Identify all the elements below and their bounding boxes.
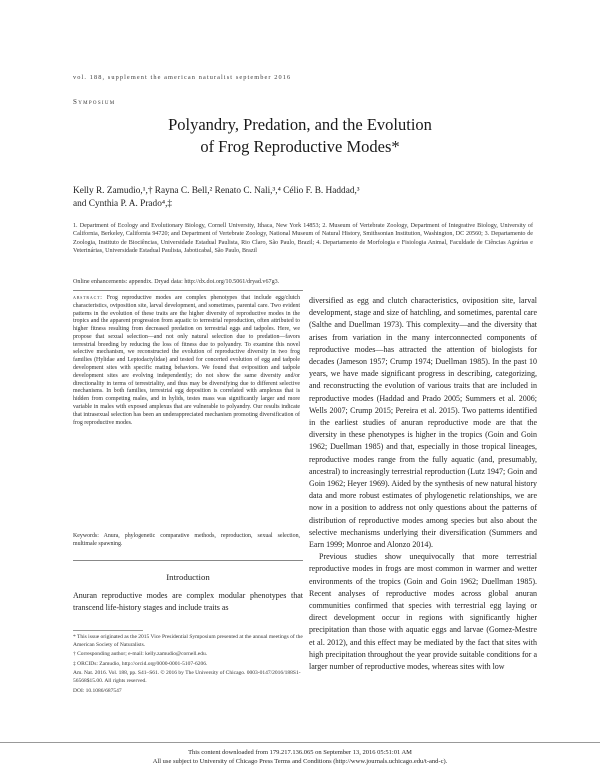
right-column [309, 295, 537, 673]
abstract-top-rule [73, 290, 303, 291]
download-notice [0, 748, 600, 766]
download-line-2: All use subject to University of Chicago Press Terms and Conditions (http://www.journals.uchicago.edu/t-and-c). [152, 758, 448, 765]
footnote-doi: DOI: 10.1086/687547 [73, 687, 122, 694]
author-list [73, 185, 533, 211]
introduction-heading: Introduction [166, 572, 210, 582]
download-rule [0, 742, 600, 743]
abstract [73, 295, 300, 427]
authors-line-1: Kelly R. Zamudio,¹,† Rayna C. Bell,² Renato C. Nali,³,⁴ Célio F. B. Haddad,³ [73, 186, 360, 196]
abstract-text: Frog reproductive modes are complex phenotypes that include egg/clutch characteristics, oviposition site, larval development, and sometimes, parental care. Two evident patterns in the evolution of these traits are the higher diversity of reproductive modes in the tropics and the apparent progression from aquatic to terrestrial reproduction, often attributed to higher fitness resulting from decreased predation on terrestrial eggs and tadpoles. Here, we propose that sexual selection—and not only natural selection due to predation—favors terrestrial breeding by reducing the loss of fitness due to polyandry. To examine this novel selective mechanism, we reconstructed the evolution of reproductive diversity in two frog families (Hylidae and Leptodactylidae) and tested for concerted evolution of egg and tadpole development sites with specific mating behaviors. We found that oviposition and tadpole development sites are evolving independently; do not show the same diversity and/or directionality in terms of terrestriality, and thus may be diversifying due to different selective mechanisms. In both families, terrestrial egg deposition is correlated with amplexus that is hidden from competing males, and in hylids, testes mass was significantly larger and more variable in males with exposed amplexus that are vulnerable to polyandry. Our results indicate that intrasexual selection has been an underappreciated mechanism promoting diversification of frog reproductive modes. [73, 295, 300, 426]
footnote-citation: Am. Nat. 2016. Vol. 188, pp. S41–S61. © 2016 by The University of Chicago. 0003-0147/2016/188S1-56568$15.00. All rights reserved. [73, 670, 301, 684]
introduction-text: Anuran reproductive modes are complex modular phenotypes that transcend life-history stages and include traits as [73, 591, 303, 612]
footnote-dagger: † Corresponding author; e-mail: kelly.zamudio@cornell.edu. [73, 651, 208, 658]
right-paragraph-2: Previous studies show unequivocally that more terrestrial reproductive modes in frogs are most common in warmer and wetter environments of the tropics (Goin and Goin 1962; Duellman 1985). Recent analyses of reproductive modes across global anuran communities confirmed that species with terrestrial egg laying or direct development occur in regions with significantly higher precipitation than those with aquatic eggs and larvae (Gomez-Mestre et al. 2012), and this effect may be mediated by the fact that sites with high precipitation throughout the year provide suitable conditions for a larger number of reproductive modes, whereas sites with low [309, 552, 537, 672]
footnote-ddagger: ‡ ORCIDs: Zamudio, http://orcid.org/0000-0001-5107-6206. [73, 660, 208, 667]
section-label: Symposium [73, 98, 116, 106]
abstract-bottom-rule [73, 560, 303, 561]
title-line-1: Polyandry, Predation, and the Evolution [168, 115, 432, 134]
online-enhancements: Online enhancements: appendix. Dryad data: http://dx.doi.org/10.5061/dryad.v67g3. [73, 279, 280, 285]
running-head: vol. 188, supplement the american naturalist september 2016 [73, 74, 292, 81]
article-title [60, 114, 540, 158]
authors-line-2: and Cynthia P. A. Prado⁴,‡ [73, 199, 173, 209]
abstract-heading: abstract: [73, 295, 103, 301]
footnotes [73, 634, 303, 697]
title-line-2: of Frog Reproductive Modes* [200, 137, 400, 156]
keywords: Keywords: Anura, phylogenetic comparative methods, reproduction, sexual selection, multimale spawning. [73, 533, 300, 547]
footnote-rule [73, 630, 143, 631]
affiliations: 1. Department of Ecology and Evolutionary Biology, Cornell University, Ithaca, New York 14853; 2. Museum of Vertebrate Zoology, Department of Integrative Biology, University of California, Berkeley, California 94720; and Department of Vertebrate Zoology, National Museum of Natural History, Smithsonian Institution, Washington, DC 20560; 3. Departamento de Zoologia, Instituto de Biociências, Universidade Estadual Paulista, Rio Claro, São Paulo, Brazil; 4. Departamento de Morfologia e Fisiologia Animal, Faculdade de Ciências Agrárias e Veterinárias, Universidade Estadual Paulista, Jaboticabal, São Paulo, Brazil [73, 223, 533, 255]
download-line-1: This content downloaded from 179.217.136.065 on September 13, 2016 05:51:01 AM [188, 749, 412, 756]
footnote-star: * This issue originated as the 2015 Vice Presidential Symposium presented at the annual meetings of the American Society of Naturalists. [73, 634, 303, 648]
right-paragraph-1: diversified as egg and clutch characteristics, oviposition site, larval development, stage and size of hatchling, and sometimes, parental care (Salthe and Duellman 1973). This complexity—and the diversity that arises from variation in the many interconnected components of reproductive modes—has attracted the attention of biologists for decades (Jameson 1957; Crump 1974; Duellman 1985). In the past 10 years, we have made significant progress in describing, categorizing, and reconstructing the evolution of various traits that are included in reproductive modes (Haddad and Prado 2005; Summers et al. 2006; Wells 2007; Crump 2015; Pereira et al. 2015). Two patterns identified in the earliest studies of anuran reproductive mode are that the diversity in these phenotypes is higher in the tropics (Goin and Goin 1962; Duellman 1985) and that, especially in those tropical lineages, reproductive modes range from the fully aquatic (and, presumably, ancestral) to increasingly terrestrial reproduction (Lutz 1947; Goin and Goin 1962; Heyer 1969). Aided by the synthesis of new natural history data and more robust estimates of phylogenetic relationships, we are now in a position to address not only questions about the patterns of distribution of reproductive modes among species but also about the selective mechanisms underlying their diversification (Summers and Earn 1999; Monroe and Alonzo 2014). [309, 296, 537, 550]
